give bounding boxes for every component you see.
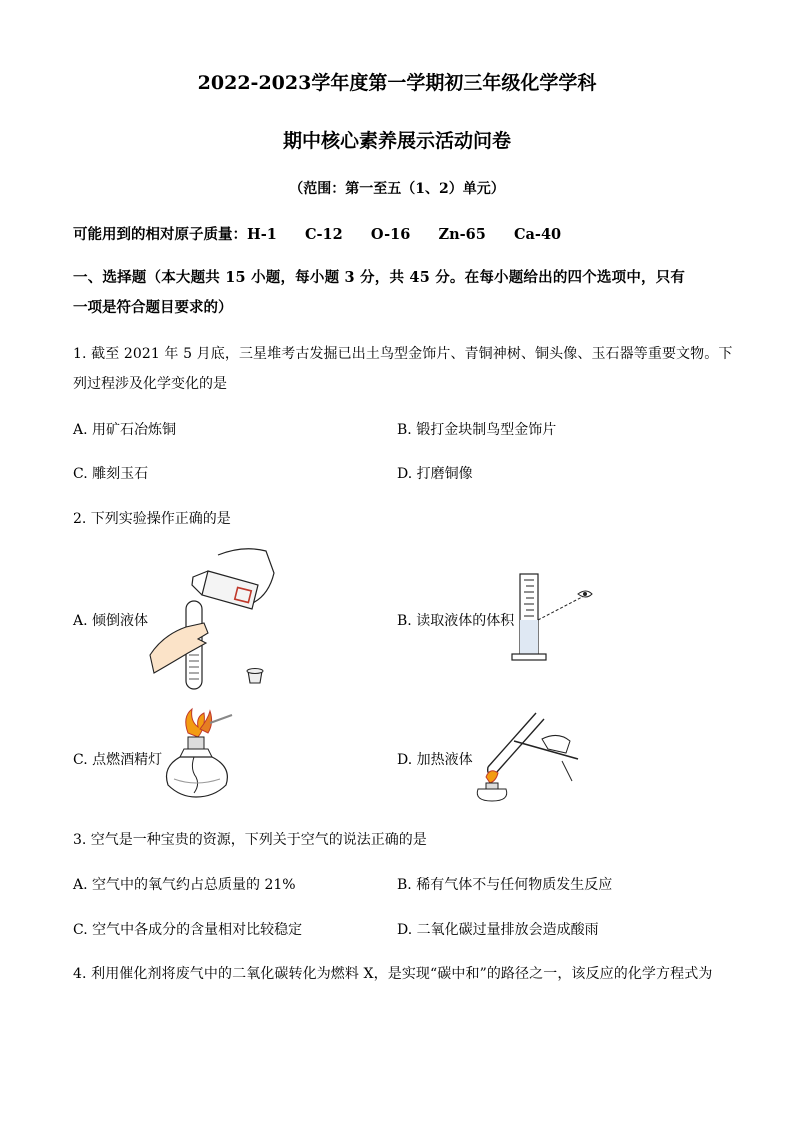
section-heading-cont: 一项是符合题目要求的） [73,299,233,316]
question-3-stem: 3. 空气是一种宝贵的资源，下列关于空气的说法正确的是 [73,832,427,848]
q3-option-b[interactable]: B. 稀有气体不与任何物质发生反应 [397,877,613,893]
q2-option-c[interactable]: C. 点燃酒精灯 [73,752,163,768]
q2-option-d[interactable]: D. 加热液体 [397,752,473,768]
heating-liquid-figure [474,707,584,803]
pouring-liquid-figure [148,543,278,693]
page-title: 2022-2023学年度第一学期初三年级化学学科 [197,72,597,94]
question-2-stem: 2. 下列实验操作正确的是 [73,511,231,527]
atomic-masses: 可能用到的相对原子质量：H-1 C-12 O-16 Zn-65 Ca-40 [73,226,562,243]
q2-option-a[interactable]: A. 倾倒液体 [73,613,149,629]
q1-option-b[interactable]: B. 锻打金块制鸟型金饰片 [397,422,557,438]
graduated-cylinder-figure [510,570,595,662]
q3-option-c[interactable]: C. 空气中各成分的含量相对比较稳定 [73,922,303,938]
q3-option-a[interactable]: A. 空气中的氧气约占总质量的 21% [73,877,296,893]
question-4-stem: 4. 利用催化剂将废气中的二氧化碳转化为燃料 X，是实现“碳中和”的路径之一，该反应的化学方程式为 [73,966,713,982]
question-1-stem-cont: 列过程涉及化学变化的是 [73,376,227,392]
q1-option-d[interactable]: D. 打磨铜像 [397,466,473,482]
q3-option-d[interactable]: D. 二氧化碳过量排放会造成酸雨 [397,922,599,938]
question-1-stem: 1. 截至 2021 年 5 月底，三星堆考古发掘已出土鸟型金饰片、青铜神树、铜头像、玉石器等重要文物。下 [73,346,733,362]
exam-scope: （范围：第一至五（1、2）单元） [289,181,505,197]
q1-option-c[interactable]: C. 雕刻玉石 [73,466,149,482]
alcohol-lamp-figure [160,707,240,801]
q2-option-b[interactable]: B. 读取液体的体积 [397,613,515,629]
page-subtitle: 期中核心素养展示活动问卷 [282,130,511,152]
q1-option-a[interactable]: A. 用矿石冶炼铜 [73,422,177,438]
section-heading: 一、选择题（本大题共 15 小题，每小题 3 分，共 45 分。在每小题给出的四个选项中，只有 [73,269,686,286]
